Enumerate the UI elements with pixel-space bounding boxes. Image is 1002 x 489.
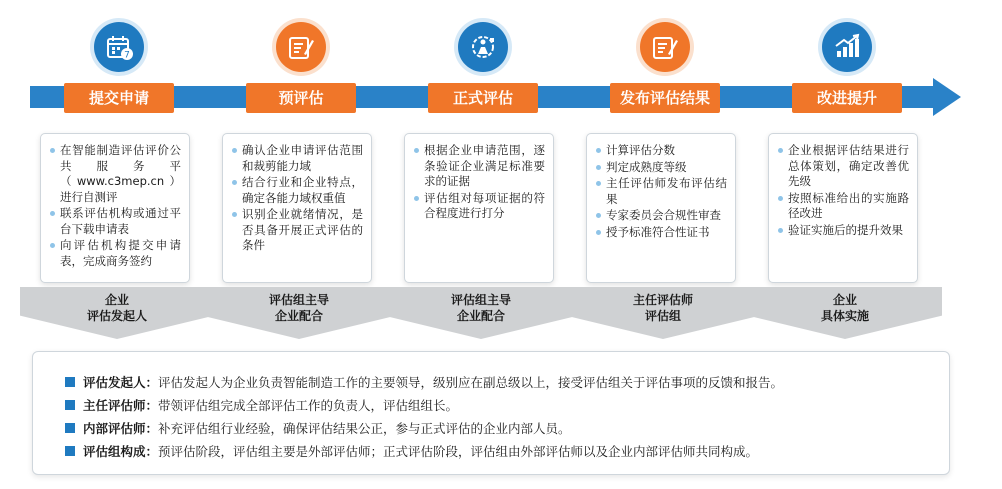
stage-label: 正式评估 bbox=[428, 83, 538, 113]
actor-line: 企业 bbox=[832, 293, 857, 307]
definition-term: 主任评估师： bbox=[83, 398, 159, 413]
bullet-square-icon bbox=[65, 446, 75, 456]
stage-label: 发布评估结果 bbox=[610, 83, 720, 113]
bullet-square-icon bbox=[65, 423, 75, 433]
list-item: 专家委员会合规性审查 bbox=[596, 208, 727, 224]
actor-line: 具体实施 bbox=[820, 309, 869, 323]
definition-row bbox=[65, 395, 458, 415]
process-gear-icon bbox=[458, 22, 508, 72]
list-item: 计算评估分数 bbox=[596, 143, 727, 159]
list-item: 确认企业申请评估范围和裁剪能力域 bbox=[232, 143, 363, 174]
actor-line: 企业配合 bbox=[274, 309, 323, 323]
definition-term: 内部评估师： bbox=[83, 421, 159, 436]
stage-label: 改进提升 bbox=[792, 83, 902, 113]
calendar-icon bbox=[94, 22, 144, 72]
timeline-arrowhead bbox=[933, 78, 961, 116]
actor-line: 企业 bbox=[104, 293, 129, 307]
list-item: 根据企业申请范围，逐条验证企业满足标准要求的证据 bbox=[414, 143, 545, 190]
role-definitions-panel bbox=[32, 351, 950, 475]
step-detail-card bbox=[586, 133, 736, 283]
list-item: 识别企业就绪情况，是否具备开展正式评估的条件 bbox=[232, 207, 363, 254]
bullet-square-icon bbox=[65, 377, 75, 387]
step-submit-application bbox=[40, 0, 198, 345]
definition-text: 带领评估组完成全部评估工作的负责人，评估组组长。 bbox=[158, 398, 459, 413]
step-publish-results bbox=[586, 0, 744, 345]
bar-chart-growth-icon bbox=[822, 22, 872, 72]
step-formal-assessment bbox=[404, 0, 562, 345]
list-item: 验证实施后的提升效果 bbox=[778, 223, 909, 239]
actor-line: 评估发起人 bbox=[86, 309, 147, 323]
definition-text: 补充评估组行业经验，确保评估结果公正，参与正式评估的企业内部人员。 bbox=[158, 421, 571, 436]
definition-row bbox=[65, 441, 758, 461]
stage-label: 预评估 bbox=[246, 83, 356, 113]
document-pen-icon bbox=[640, 22, 690, 72]
list-item: 判定成熟度等级 bbox=[596, 160, 727, 176]
definition-term: 评估发起人： bbox=[83, 375, 159, 390]
actor-label bbox=[40, 292, 194, 324]
list-item: 结合行业和企业特点，确定各能力域权重值 bbox=[232, 175, 363, 206]
bullet-square-icon bbox=[65, 400, 75, 410]
actor-label bbox=[222, 292, 376, 324]
list-item: 企业根据评估结果进行总体策划，确定改善优先级 bbox=[778, 143, 909, 190]
definition-row bbox=[65, 418, 571, 438]
step-detail-card bbox=[222, 133, 372, 283]
actor-line: 主任评估师 bbox=[632, 293, 693, 307]
list-item: 主任评估师发布评估结果 bbox=[596, 176, 727, 207]
list-item: 授予标准符合性证书 bbox=[596, 225, 727, 241]
stage-label: 提交申请 bbox=[64, 83, 174, 113]
actor-line: 评估组主导 bbox=[450, 293, 511, 307]
actor-line: 评估组 bbox=[644, 309, 681, 323]
actor-label bbox=[768, 292, 922, 324]
step-detail-card bbox=[404, 133, 554, 283]
list-item: 向评估机构提交申请表，完成商务签约 bbox=[50, 238, 181, 269]
definition-text: 预评估阶段，评估组主要是外部评估师；正式评估阶段，评估组由外部评估师以及企业内部评估师共同构成。 bbox=[158, 444, 759, 459]
step-improvement bbox=[768, 0, 926, 345]
list-item: 评估组对每项证据的符合程度进行打分 bbox=[414, 191, 545, 222]
document-pen-icon bbox=[276, 22, 326, 72]
actor-line: 评估组主导 bbox=[268, 293, 329, 307]
definition-term: 评估组构成： bbox=[83, 444, 159, 459]
step-detail-card bbox=[40, 133, 190, 283]
actor-label bbox=[404, 292, 558, 324]
list-item: 按照标准给出的实施路径改进 bbox=[778, 191, 909, 222]
step-pre-assessment bbox=[222, 0, 380, 345]
list-item: 联系评估机构或通过平台下载申请表 bbox=[50, 206, 181, 237]
actor-line: 企业配合 bbox=[456, 309, 505, 323]
definition-row bbox=[65, 372, 783, 392]
step-detail-card bbox=[768, 133, 918, 283]
svg-text:7: 7 bbox=[124, 50, 130, 61]
definition-text: 评估发起人为企业负责智能制造工作的主要领导，级别应在副总级以上，接受评估组关于评估事项的反馈和报告。 bbox=[158, 375, 784, 390]
actor-label bbox=[586, 292, 740, 324]
list-item: 在智能制造评估评价公共服务平（www.c3mep.cn）进行自测评 bbox=[50, 143, 181, 205]
